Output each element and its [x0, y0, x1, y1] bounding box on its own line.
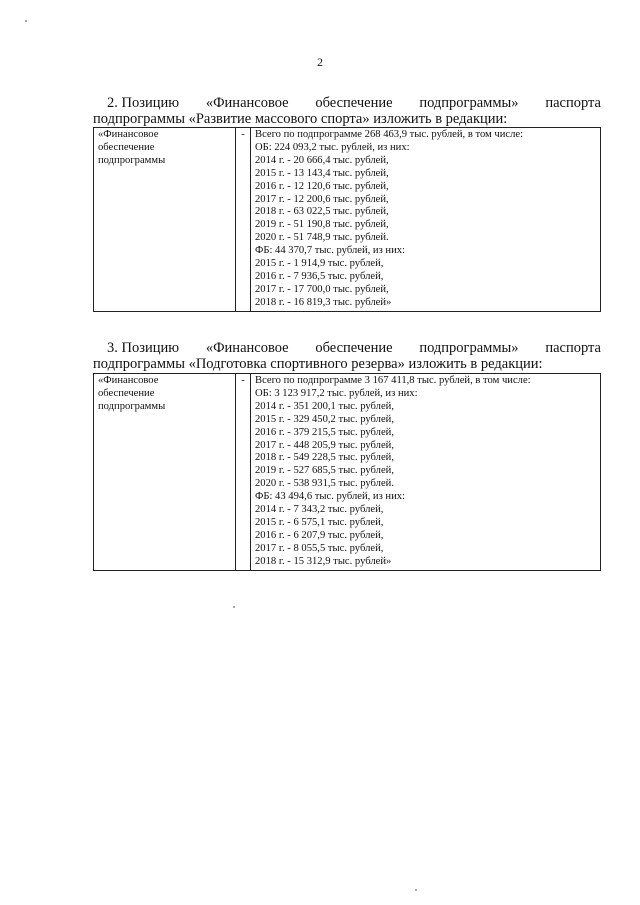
page-number: 2 — [317, 55, 323, 69]
funding-value-line: Всего по подпрограмме 268 463,9 тыс. рублей, в том числе: — [255, 129, 524, 140]
heading-word: подпрограммы» — [419, 340, 519, 356]
funding-value-line: 2015 г. - 13 143,4 тыс. рублей, — [255, 167, 389, 179]
table-row — [94, 374, 601, 571]
funding-value-line: 2020 г. - 538 931,5 тыс. рублей. — [255, 478, 394, 490]
funding-value-line: 2016 г. - 7 936,5 тыс. рублей, — [255, 270, 384, 282]
position-name-line: «Финансовое — [98, 129, 159, 140]
heading-word: паспорта — [545, 95, 601, 111]
funding-value-line: 2016 г. - 12 120,6 тыс. рублей, — [255, 180, 389, 192]
funding-value-line: 2020 г. - 51 748,9 тыс. рублей. — [255, 232, 389, 244]
funding-values-cell — [251, 128, 601, 312]
funding-value-line: 2019 г. - 527 685,5 тыс. рублей, — [255, 465, 394, 477]
funding-value-line: 2017 г. - 12 200,6 тыс. рублей, — [255, 193, 389, 205]
funding-value-line: 2015 г. - 6 575,1 тыс. рублей, — [255, 516, 384, 528]
heading-word: паспорта — [545, 340, 601, 356]
funding-value-line: 2015 г. - 329 450,2 тыс. рублей, — [255, 413, 394, 425]
funding-values-cell — [251, 374, 601, 571]
position-name-line: обеспечение — [98, 141, 155, 153]
funding-value-line: 2017 г. - 8 055,5 тыс. рублей, — [255, 542, 384, 554]
funding-value-line: 2014 г. - 20 666,4 тыс. рублей, — [255, 154, 389, 166]
funding-value-line: ОБ: 224 093,2 тыс. рублей, из них: — [255, 141, 410, 153]
heading-word: 2. Позицию — [107, 95, 180, 111]
funding-value-line: 2018 г. - 15 312,9 тыс. рублей» — [255, 555, 392, 567]
dash-cell: - — [236, 128, 251, 312]
heading-word: подпрограммы» — [419, 95, 519, 111]
position-name-line: подпрограммы — [98, 154, 166, 166]
funding-value-line: 2018 г. - 549 228,5 тыс. рублей, — [255, 452, 394, 464]
funding-value-line: ОБ: 3 123 917,2 тыс. рублей, из них: — [255, 387, 418, 399]
section-2-heading — [93, 95, 601, 127]
heading-word: «Финансовое — [205, 95, 289, 111]
funding-value-line: 2015 г. - 1 914,9 тыс. рублей, — [255, 258, 384, 270]
funding-value-line: 2019 г. - 51 190,8 тыс. рублей, — [255, 219, 389, 231]
funding-value-line: 2018 г. - 63 022,5 тыс. рублей, — [255, 206, 389, 218]
scan-speck — [415, 889, 417, 891]
section-3-heading — [93, 340, 601, 372]
position-name-line: обеспечение — [98, 387, 155, 399]
funding-value-line: Всего по подпрограмме 3 167 411,8 тыс. рублей, в том числе: — [255, 375, 531, 386]
scan-speck — [233, 606, 235, 608]
table-row — [94, 128, 601, 312]
funding-value-line: ФБ: 44 370,7 тыс. рублей, из них: — [255, 245, 405, 257]
section-3-line-2: подпрограммы «Подготовка спортивного резерва» изложить в редакции: — [93, 356, 543, 372]
heading-word: обеспечение — [315, 340, 393, 356]
heading-word: обеспечение — [315, 95, 393, 111]
funding-value-line: 2014 г. - 351 200,1 тыс. рублей, — [255, 400, 394, 412]
section-3-line-1 — [93, 340, 601, 356]
funding-value-line: 2014 г. - 7 343,2 тыс. рублей, — [255, 504, 384, 516]
position-name-cell — [94, 374, 236, 571]
funding-value-line: 2017 г. - 17 700,0 тыс. рублей, — [255, 283, 389, 295]
heading-word: 3. Позицию — [107, 340, 180, 356]
position-name-line: подпрограммы — [98, 400, 166, 412]
funding-value-line: 2018 г. - 16 819,3 тыс. рублей» — [255, 296, 392, 308]
funding-value-line: 2016 г. - 379 215,5 тыс. рублей, — [255, 426, 394, 438]
funding-value-line: 2017 г. - 448 205,9 тыс. рублей, — [255, 439, 394, 451]
funding-value-line: ФБ: 43 494,6 тыс. рублей, из них: — [255, 491, 405, 503]
section-2-line-1 — [93, 95, 601, 111]
section-2-table — [93, 127, 601, 312]
scan-speck — [25, 20, 27, 22]
section-2-line-2: подпрограммы «Развитие массового спорта» изложить в редакции: — [93, 111, 508, 127]
dash-cell: - — [236, 374, 251, 571]
heading-word: «Финансовое — [205, 340, 289, 356]
position-name-cell — [94, 128, 236, 312]
section-3-table — [93, 373, 601, 571]
funding-value-line: 2016 г. - 6 207,9 тыс. рублей, — [255, 529, 384, 541]
position-name-line: «Финансовое — [98, 375, 159, 386]
